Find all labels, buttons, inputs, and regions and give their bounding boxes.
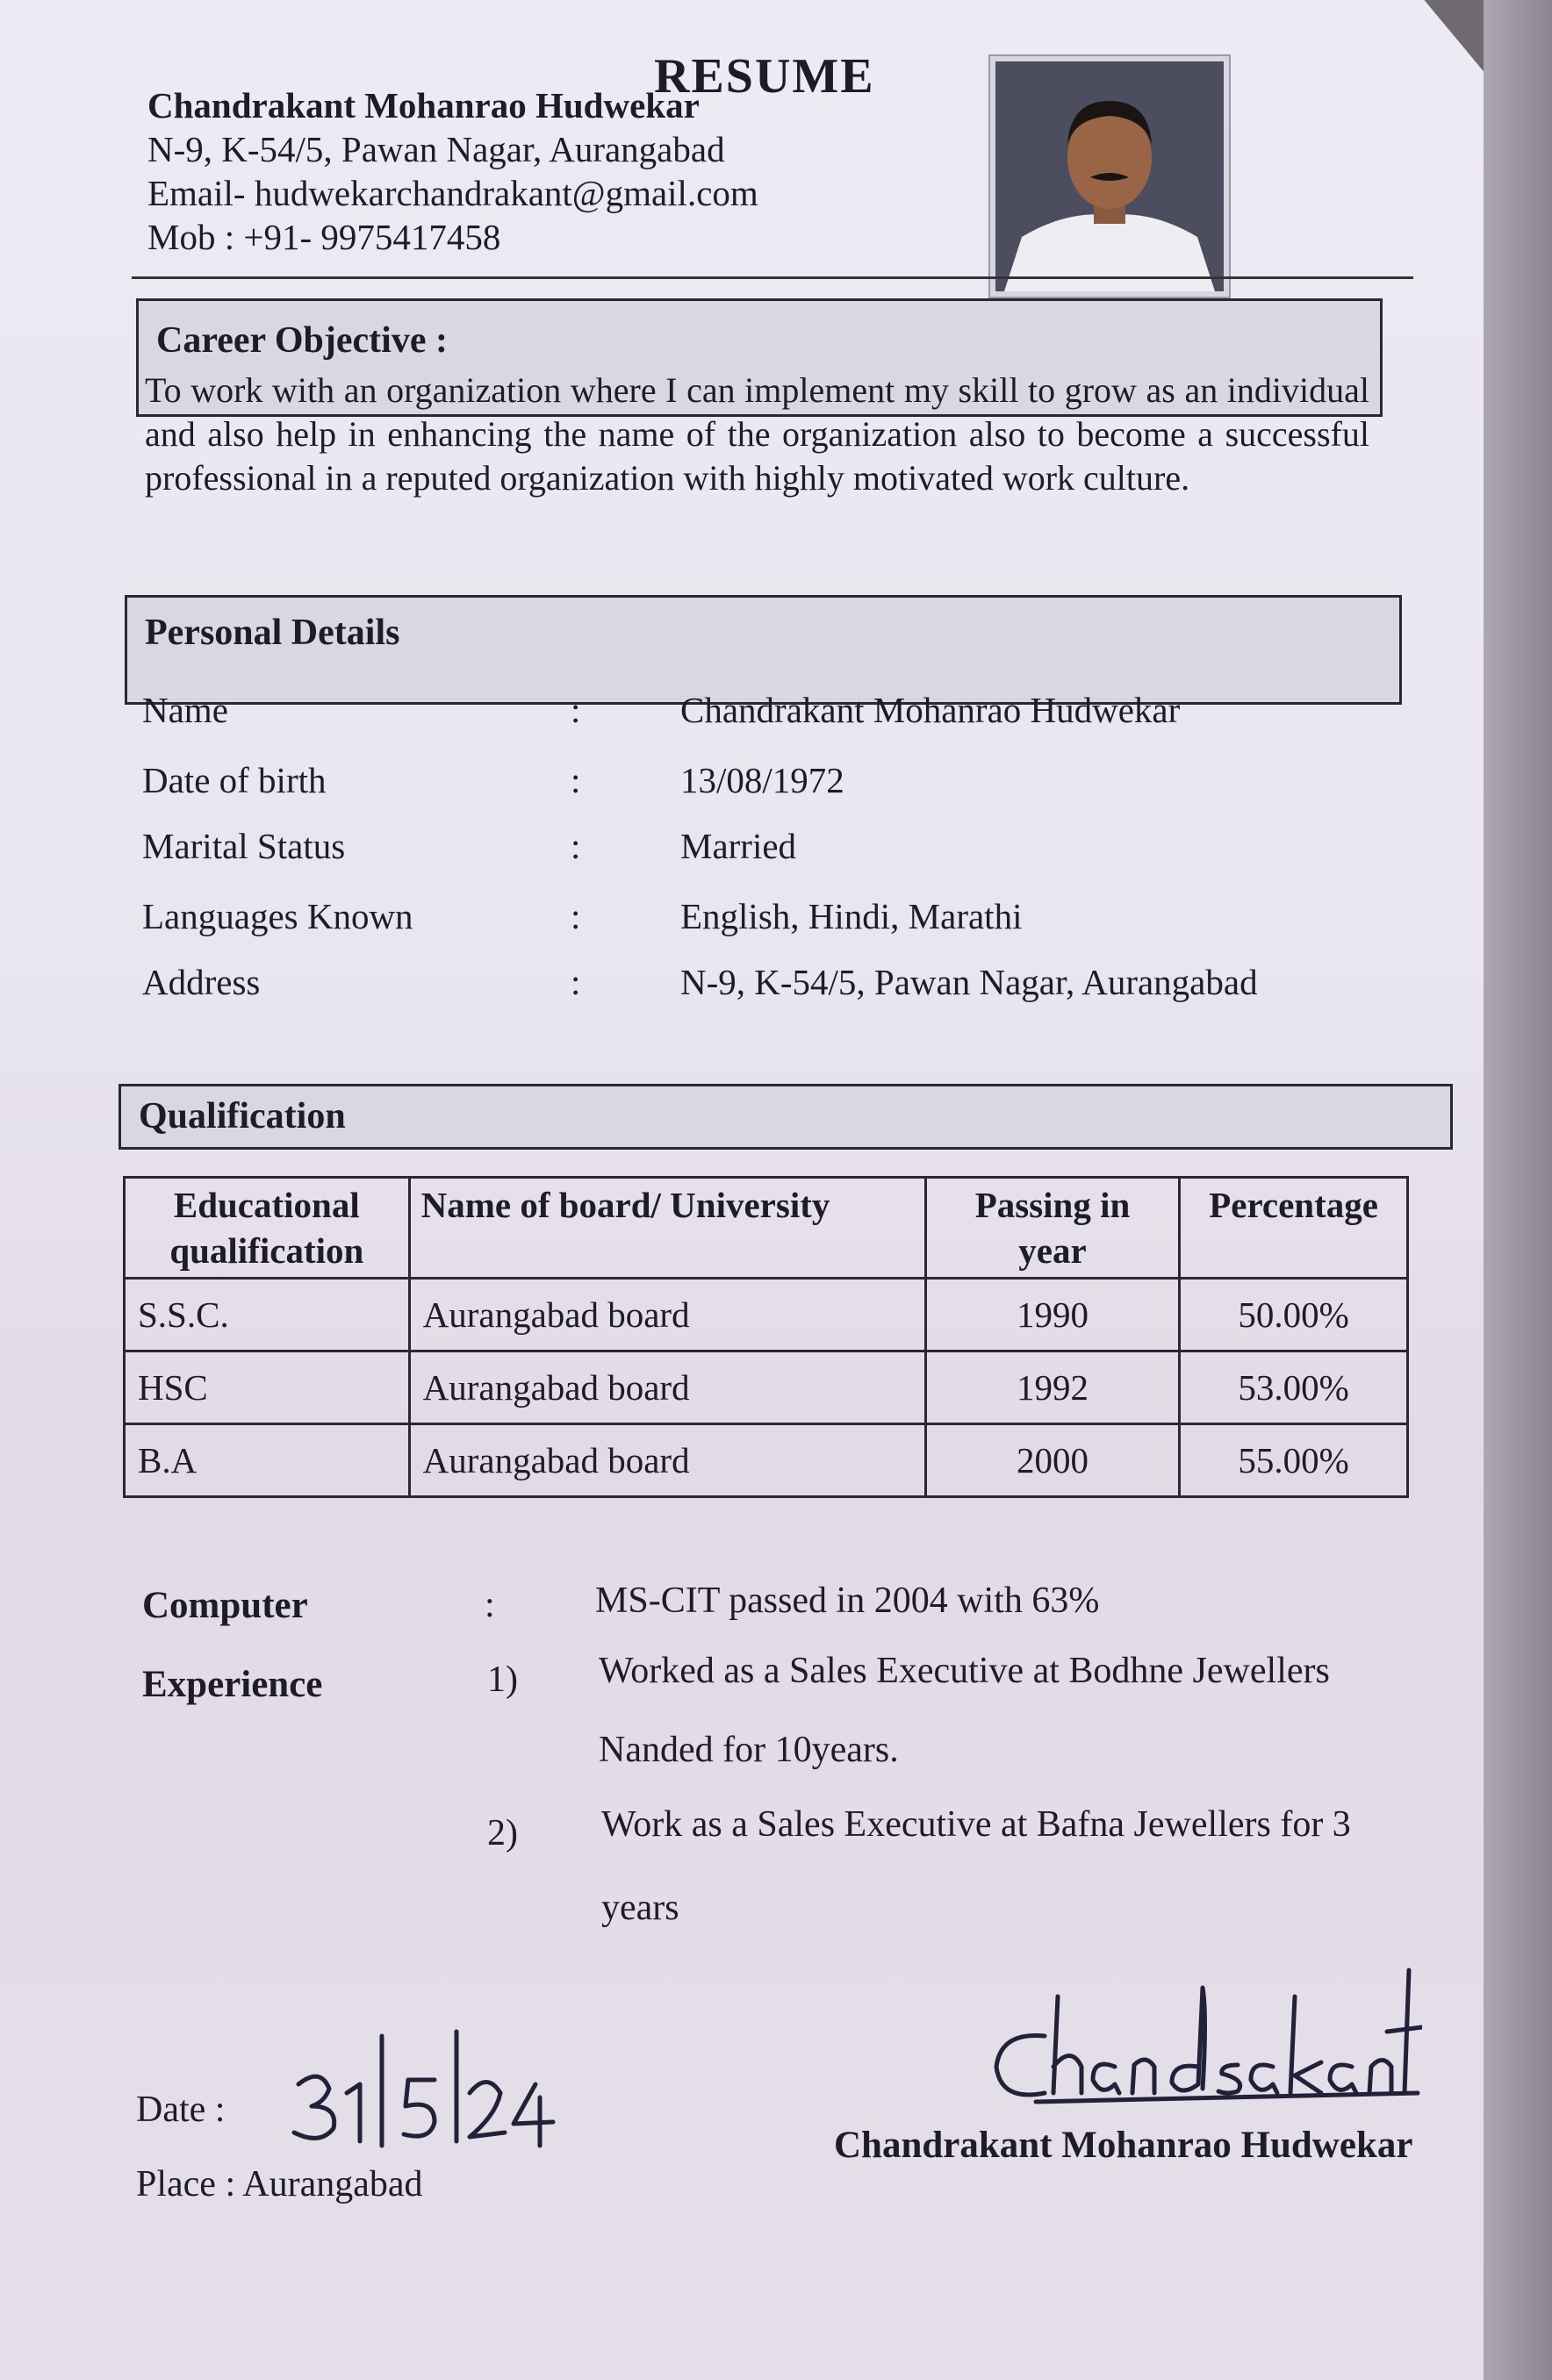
- table-cell: 1992: [925, 1351, 1179, 1424]
- personal-value: 13/08/1972: [680, 760, 844, 800]
- personal-colon: :: [571, 896, 581, 936]
- header-divider: [132, 276, 1413, 279]
- qualification-heading: Qualification: [119, 1084, 1453, 1150]
- header-mobile: Mob : +91- 9975417458: [147, 217, 501, 257]
- header-address: N-9, K-54/5, Pawan Nagar, Aurangabad: [147, 129, 725, 169]
- experience-label: Experience: [142, 1664, 323, 1705]
- experience-line: years: [601, 1888, 679, 1928]
- career-objective-text: To work with an organization where I can implement my skill to grow as an individual and also help in enhancing the name of the organization also to become a successful professional in a reputed organization with highly motivated work culture.: [145, 370, 1369, 498]
- experience-line: Nanded for 10years.: [599, 1730, 899, 1770]
- table-cell: 53.00%: [1180, 1351, 1408, 1424]
- experience-number: 1): [487, 1660, 518, 1700]
- personal-details-heading: Personal Details: [125, 595, 1402, 705]
- header-email: Email- hudwekarchandrakant@gmail.com: [147, 173, 758, 213]
- background-edge: [1484, 0, 1552, 2380]
- column-header: Passing in year: [925, 1178, 1179, 1279]
- personal-colon: :: [571, 690, 581, 730]
- resume-title: RESUME: [654, 49, 875, 104]
- table-cell: Aurangabad board: [409, 1279, 925, 1351]
- header-name: Chandrakant Mohanrao Hudwekar: [147, 85, 700, 125]
- personal-row-dob: [0, 759, 1484, 821]
- table-row: [125, 1351, 1408, 1424]
- column-header: Educational qualification: [125, 1178, 410, 1279]
- career-objective-heading: Career Objective :: [136, 298, 1383, 417]
- date-label: Date :: [136, 2090, 226, 2130]
- column-header: Name of board/ University: [409, 1178, 925, 1279]
- computer-value: MS-CIT passed in 2004 with 63%: [595, 1581, 1100, 1621]
- personal-label: Languages Known: [142, 896, 413, 936]
- personal-label: Marital Status: [142, 826, 346, 866]
- column-header: Percentage: [1180, 1178, 1408, 1279]
- table-cell: Aurangabad board: [409, 1424, 925, 1497]
- table-cell: 50.00%: [1180, 1279, 1408, 1351]
- experience-number: 2): [487, 1813, 518, 1853]
- profile-photo: [990, 56, 1229, 297]
- personal-row-name: [0, 689, 1484, 750]
- table-row: [125, 1279, 1408, 1351]
- personal-colon: :: [571, 962, 581, 1002]
- personal-colon: :: [571, 826, 581, 866]
- computer-colon: :: [485, 1585, 495, 1625]
- signed-name: Chandrakant Mohanrao Hudwekar: [834, 2125, 1413, 2166]
- experience-line: Worked as a Sales Executive at Bodhne Jewellers: [599, 1651, 1330, 1691]
- personal-value: Married: [680, 826, 797, 866]
- personal-row-languages: [0, 895, 1484, 957]
- personal-label: Name: [142, 690, 228, 730]
- personal-label: Date of birth: [142, 760, 327, 800]
- handwritten-date: [281, 2018, 571, 2159]
- table-cell: Aurangabad board: [409, 1351, 925, 1424]
- place-text: Place : Aurangabad: [136, 2164, 423, 2204]
- table-row: [125, 1424, 1408, 1497]
- table-header-row: [125, 1178, 1408, 1279]
- personal-row-marital: [0, 825, 1484, 886]
- table-cell: 2000: [925, 1424, 1179, 1497]
- qualification-table: [123, 1176, 1409, 1498]
- computer-label: Computer: [142, 1585, 308, 1626]
- experience-line: Work as a Sales Executive at Bafna Jewellers for 3: [601, 1804, 1351, 1845]
- personal-colon: :: [571, 760, 581, 800]
- personal-row-address: [0, 961, 1484, 1022]
- table-cell: 55.00%: [1180, 1424, 1408, 1497]
- table-cell: B.A: [125, 1424, 410, 1497]
- table-cell: 1990: [925, 1279, 1179, 1351]
- personal-label: Address: [142, 962, 261, 1002]
- signature: [983, 1961, 1422, 2128]
- table-cell: HSC: [125, 1351, 410, 1424]
- personal-value: N-9, K-54/5, Pawan Nagar, Aurangabad: [680, 962, 1258, 1002]
- table-cell: S.S.C.: [125, 1279, 410, 1351]
- personal-value: Chandrakant Mohanrao Hudwekar: [680, 690, 1181, 730]
- personal-value: English, Hindi, Marathi: [680, 896, 1023, 936]
